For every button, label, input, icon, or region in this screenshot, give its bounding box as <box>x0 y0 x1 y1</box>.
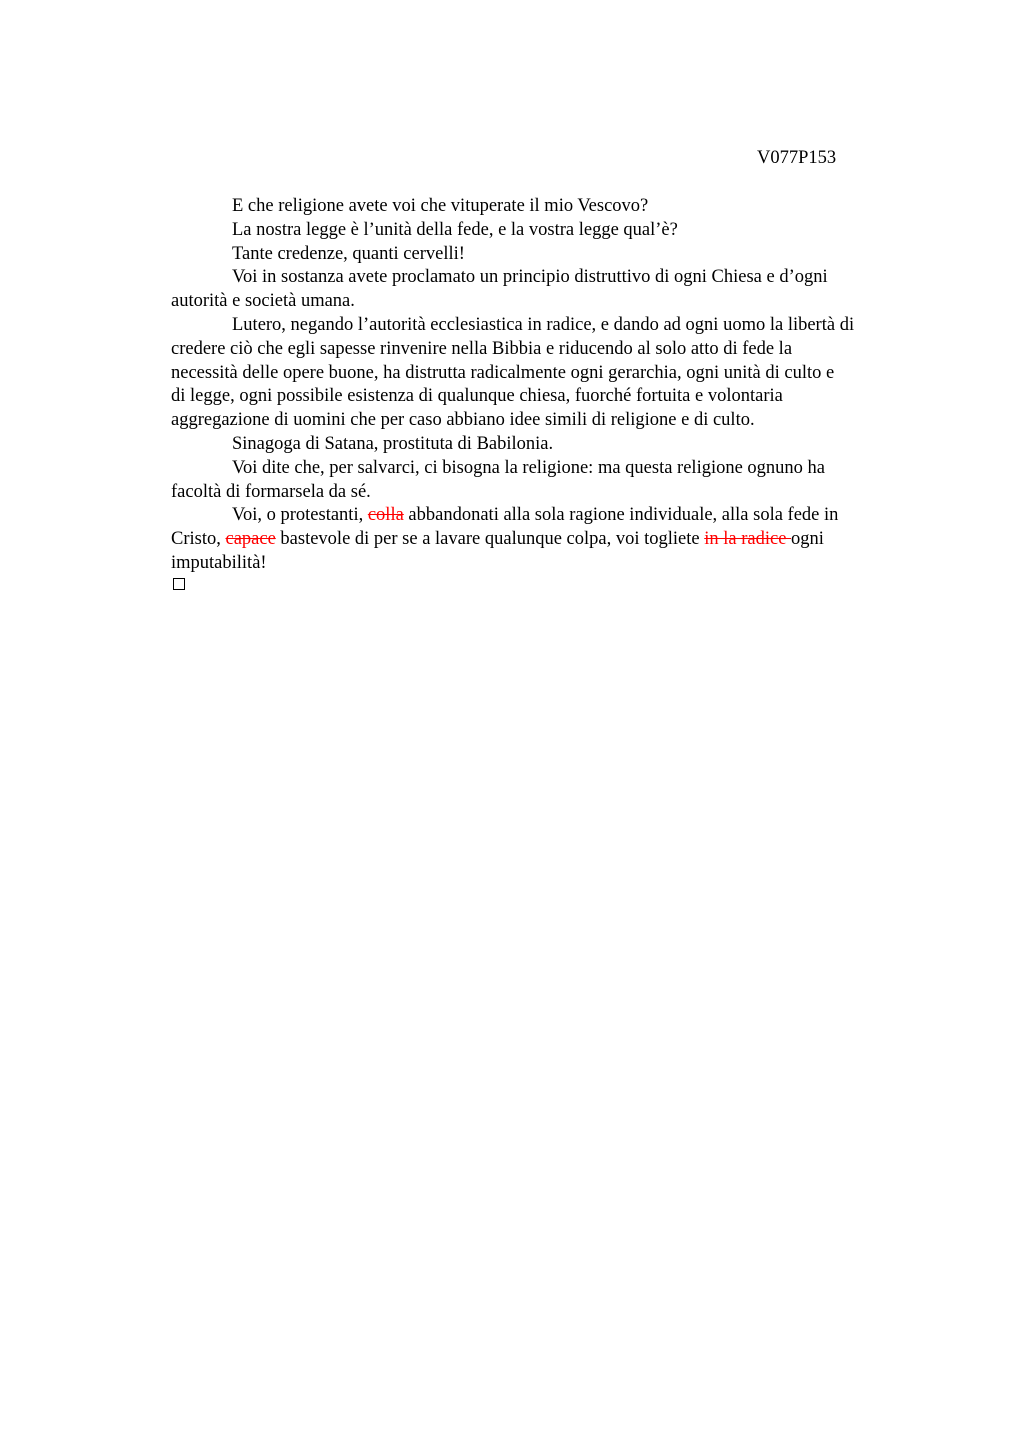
deleted-word: colla <box>367 505 404 526</box>
deleted-phrase: in la radice <box>704 529 792 550</box>
text-segment: bastevole di per se a lavare qualunque colpa, voi togliete <box>275 529 705 550</box>
paragraph-7-line-1: Voi dite che, per salvarci, ci bisogna la religione: ma questa religione ognuno ha <box>232 457 826 478</box>
paragraph-5-line-5: aggregazione di uomini che per caso abbiano idee simili di religione e di culto. <box>171 410 755 431</box>
paragraph-1: E che religione avete voi che vituperate il mio Vescovo? <box>232 196 649 216</box>
text-segment: ogni <box>791 529 824 550</box>
paragraph-4-line-2: autorità e società umana. <box>171 291 355 312</box>
paragraph-8-line-2 <box>171 528 931 552</box>
paragraph-3: Tante credenze, quanti cervelli! <box>232 243 465 264</box>
paragraph-8 <box>171 504 931 575</box>
paragraph-6: Sinagoga di Satana, prostituta di Babilonia. <box>232 433 554 454</box>
paragraph-7 <box>171 457 931 505</box>
document-body <box>171 195 931 576</box>
text-segment: Voi, o protestanti, <box>232 505 368 526</box>
deleted-word: capace <box>225 529 276 550</box>
paragraph-5-line-4: di legge, ogni possibile esistenza di qualunque chiesa, fuorché fortuita e volontaria <box>171 386 783 407</box>
page-id: V077P153 <box>757 148 837 168</box>
paragraph-5 <box>171 314 931 433</box>
end-mark-square-icon <box>173 578 185 590</box>
paragraph-2: La nostra legge è l’unità della fede, e la vostra legge qual’è? <box>232 219 678 240</box>
text-segment: abbandonati alla sola ragione individuale, alla sola fede in <box>403 505 839 526</box>
paragraph-5-line-2: credere ciò che egli sapesse rinvenire nella Bibbia e riducendo al solo atto di fede la <box>171 338 793 359</box>
paragraph-7-line-2: facoltà di formarsela da sé. <box>171 481 371 502</box>
paragraph-5-line-1: Lutero, negando l’autorità ecclesiastica in radice, e dando ad ogni uomo la libertà di <box>232 314 855 335</box>
text-segment: Cristo, <box>171 529 226 550</box>
paragraph-4-line-1: Voi in sostanza avete proclamato un principio distruttivo di ogni Chiesa e d’ogni <box>232 267 828 288</box>
paragraph-5-line-3: necessità delle opere buone, ha distrutta radicalmente ogni gerarchia, ogni unità di culto e <box>171 362 835 383</box>
paragraph-8-line-1 <box>171 504 931 528</box>
paragraph-4 <box>171 266 931 314</box>
paragraph-8-line-3: imputabilità! <box>171 552 267 573</box>
